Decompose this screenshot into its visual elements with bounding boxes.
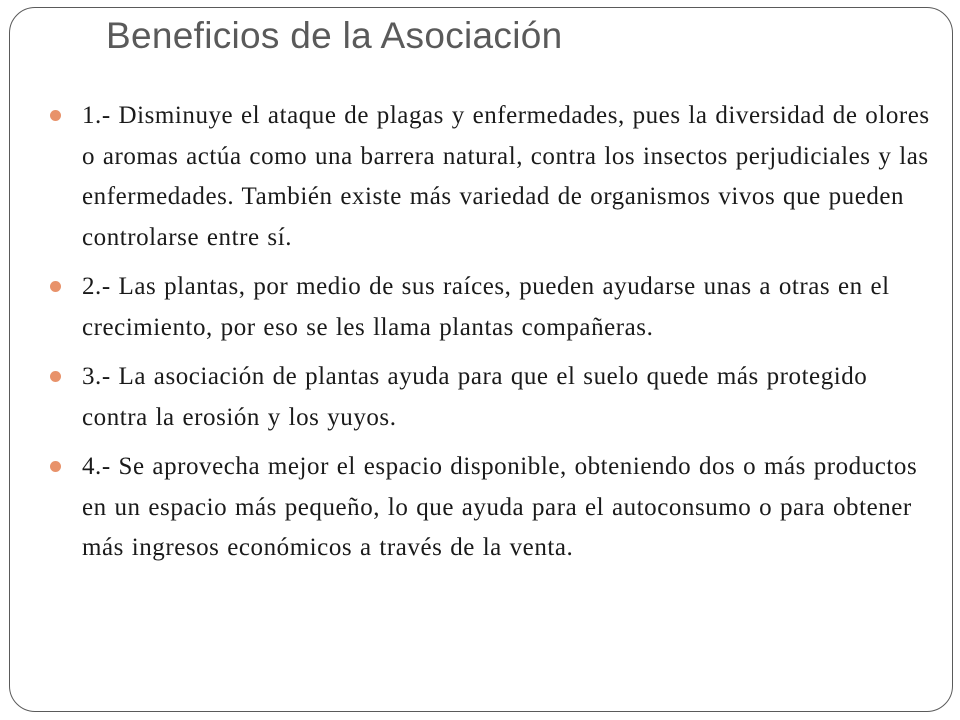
bullet-item [47,357,937,438]
bullet-list [47,96,937,578]
bullet-dot-icon [50,281,61,292]
bullet-text: 4.- Se aprovecha mejor el espacio disponible, obteniendo dos o más productos en un espacio más pequeño, lo que ayuda para el autoconsumo o para obtener más ingresos económicos a través de la venta. [82,453,918,561]
bullet-item [47,267,937,348]
bullet-dot-icon [50,461,61,472]
bullet-text: 1.- Disminuye el ataque de plagas y enfermedades, pues la diversidad de olores o aromas actúa como una barrera natural, contra los insectos perjudiciales y las enfermedades. También existe más variedad de organismos vivos que pueden controlarse entre sí. [82,102,930,251]
bullet-item [47,96,937,258]
bullet-dot-icon [50,371,61,382]
bullet-text: 3.- La asociación de plantas ayuda para que el suelo quede más protegido contra la erosión y los yuyos. [82,363,868,431]
slide-title: Beneficios de la Asociación [106,15,563,56]
bullet-item [47,447,937,569]
bullet-dot-icon [50,110,61,121]
bullet-text: 2.- Las plantas, por medio de sus raíces, pueden ayudarse unas a otras en el crecimiento, por eso se les llama plantas compañeras. [82,273,890,341]
